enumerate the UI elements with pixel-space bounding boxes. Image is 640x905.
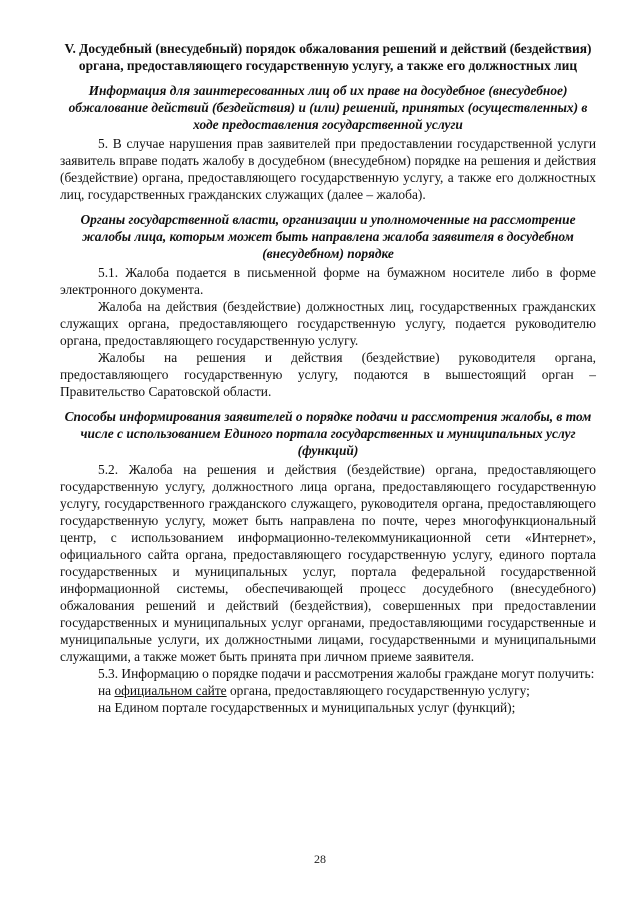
list-item-prefix: на xyxy=(98,683,115,698)
list-item-official-site xyxy=(60,682,596,699)
paragraph-5-2: 5.2. Жалоба на решения и действия (бездействие) органа, предоставляющего государственную услугу, должностного лица органа, предоставляющего государственную услугу, государственного гражданского служащего, руководителя органа, предоставляющего государственную услугу, может быть направлена по почте, через многофункциональный центр, с использованием информационно-телекоммуникационной сети «Интернет», официального сайта органа, предоставляющего государственную услугу, единого портала государственных и муниципальных услуг, портала федеральной государственной информационной системы, обеспечивающей процесс досудебного (внесудебного) обжалования решений и действий (бездействия), совершенных при предоставлении государственных и муниципальных услуг органами, предоставляющими государственные и муниципальные услуги, их должностными лицами, государственными и муниципальными служащими, а также может быть принята при личном приеме заявителя. xyxy=(60,462,596,664)
subheading-information-methods: Способы информирования заявителей о порядке подачи и рассмотрения жалобы, в том числе с использованием Единого портала государственных и муниципальных услуг (функций) xyxy=(64,409,592,458)
paragraph-5-1-head: Жалобы на решения и действия (бездействие) руководителя органа, предоставляющего государственную услугу, подаются в вышестоящий орган – Правительство Саратовской области. xyxy=(60,350,596,399)
section-title: V. Досудебный (внесудебный) порядок обжалования решений и действий (бездействия) органа, предоставляющего государственную услугу, а также его должностных лиц xyxy=(64,41,592,73)
subheading-authorities: Органы государственной власти, организации и уполномоченные на рассмотрение жалобы лица, которым может быть направлена жалоба заявителя в досудебном (внесудебном) порядке xyxy=(80,212,576,261)
paragraph-5-1-officials: Жалоба на действия (бездействие) должностных лиц, государственных гражданских служащих органа, предоставляющего государственную услугу, подается руководителю органа, предоставляющего государственную услугу. xyxy=(60,299,596,348)
subheading-appeal-rights: Информация для заинтересованных лиц об их праве на досудебное (внесудебное) обжалование действий (бездействия) и (или) решений, принятых (осуществленных) в ходе предоставления государственной услуги xyxy=(68,83,588,132)
paragraph-5-3: 5.3. Информацию о порядке подачи и рассмотрения жалобы граждане могут получить: xyxy=(98,666,595,681)
paragraph-5-1: 5.1. Жалоба подается в письменной форме на бумажном носителе либо в форме электронного документа. xyxy=(60,265,596,297)
paragraph-5: 5. В случае нарушения прав заявителей при предоставлении государственной услуги заявитель вправе подать жалобу в досудебном (внесудебном) порядке на решения и действия (бездействие) органа, предоставляющего государственную услугу, а также его должностных лиц, государственных гражданских служащих (далее – жалоба). xyxy=(60,136,596,202)
official-site-link[interactable]: официальном сайте xyxy=(114,683,227,698)
page-number: 28 xyxy=(314,852,326,866)
list-item-suffix: органа, предоставляющего государственную услугу; xyxy=(226,683,530,698)
list-item-unified-portal: на Едином портале государственных и муниципальных услуг (функций); xyxy=(98,700,516,715)
